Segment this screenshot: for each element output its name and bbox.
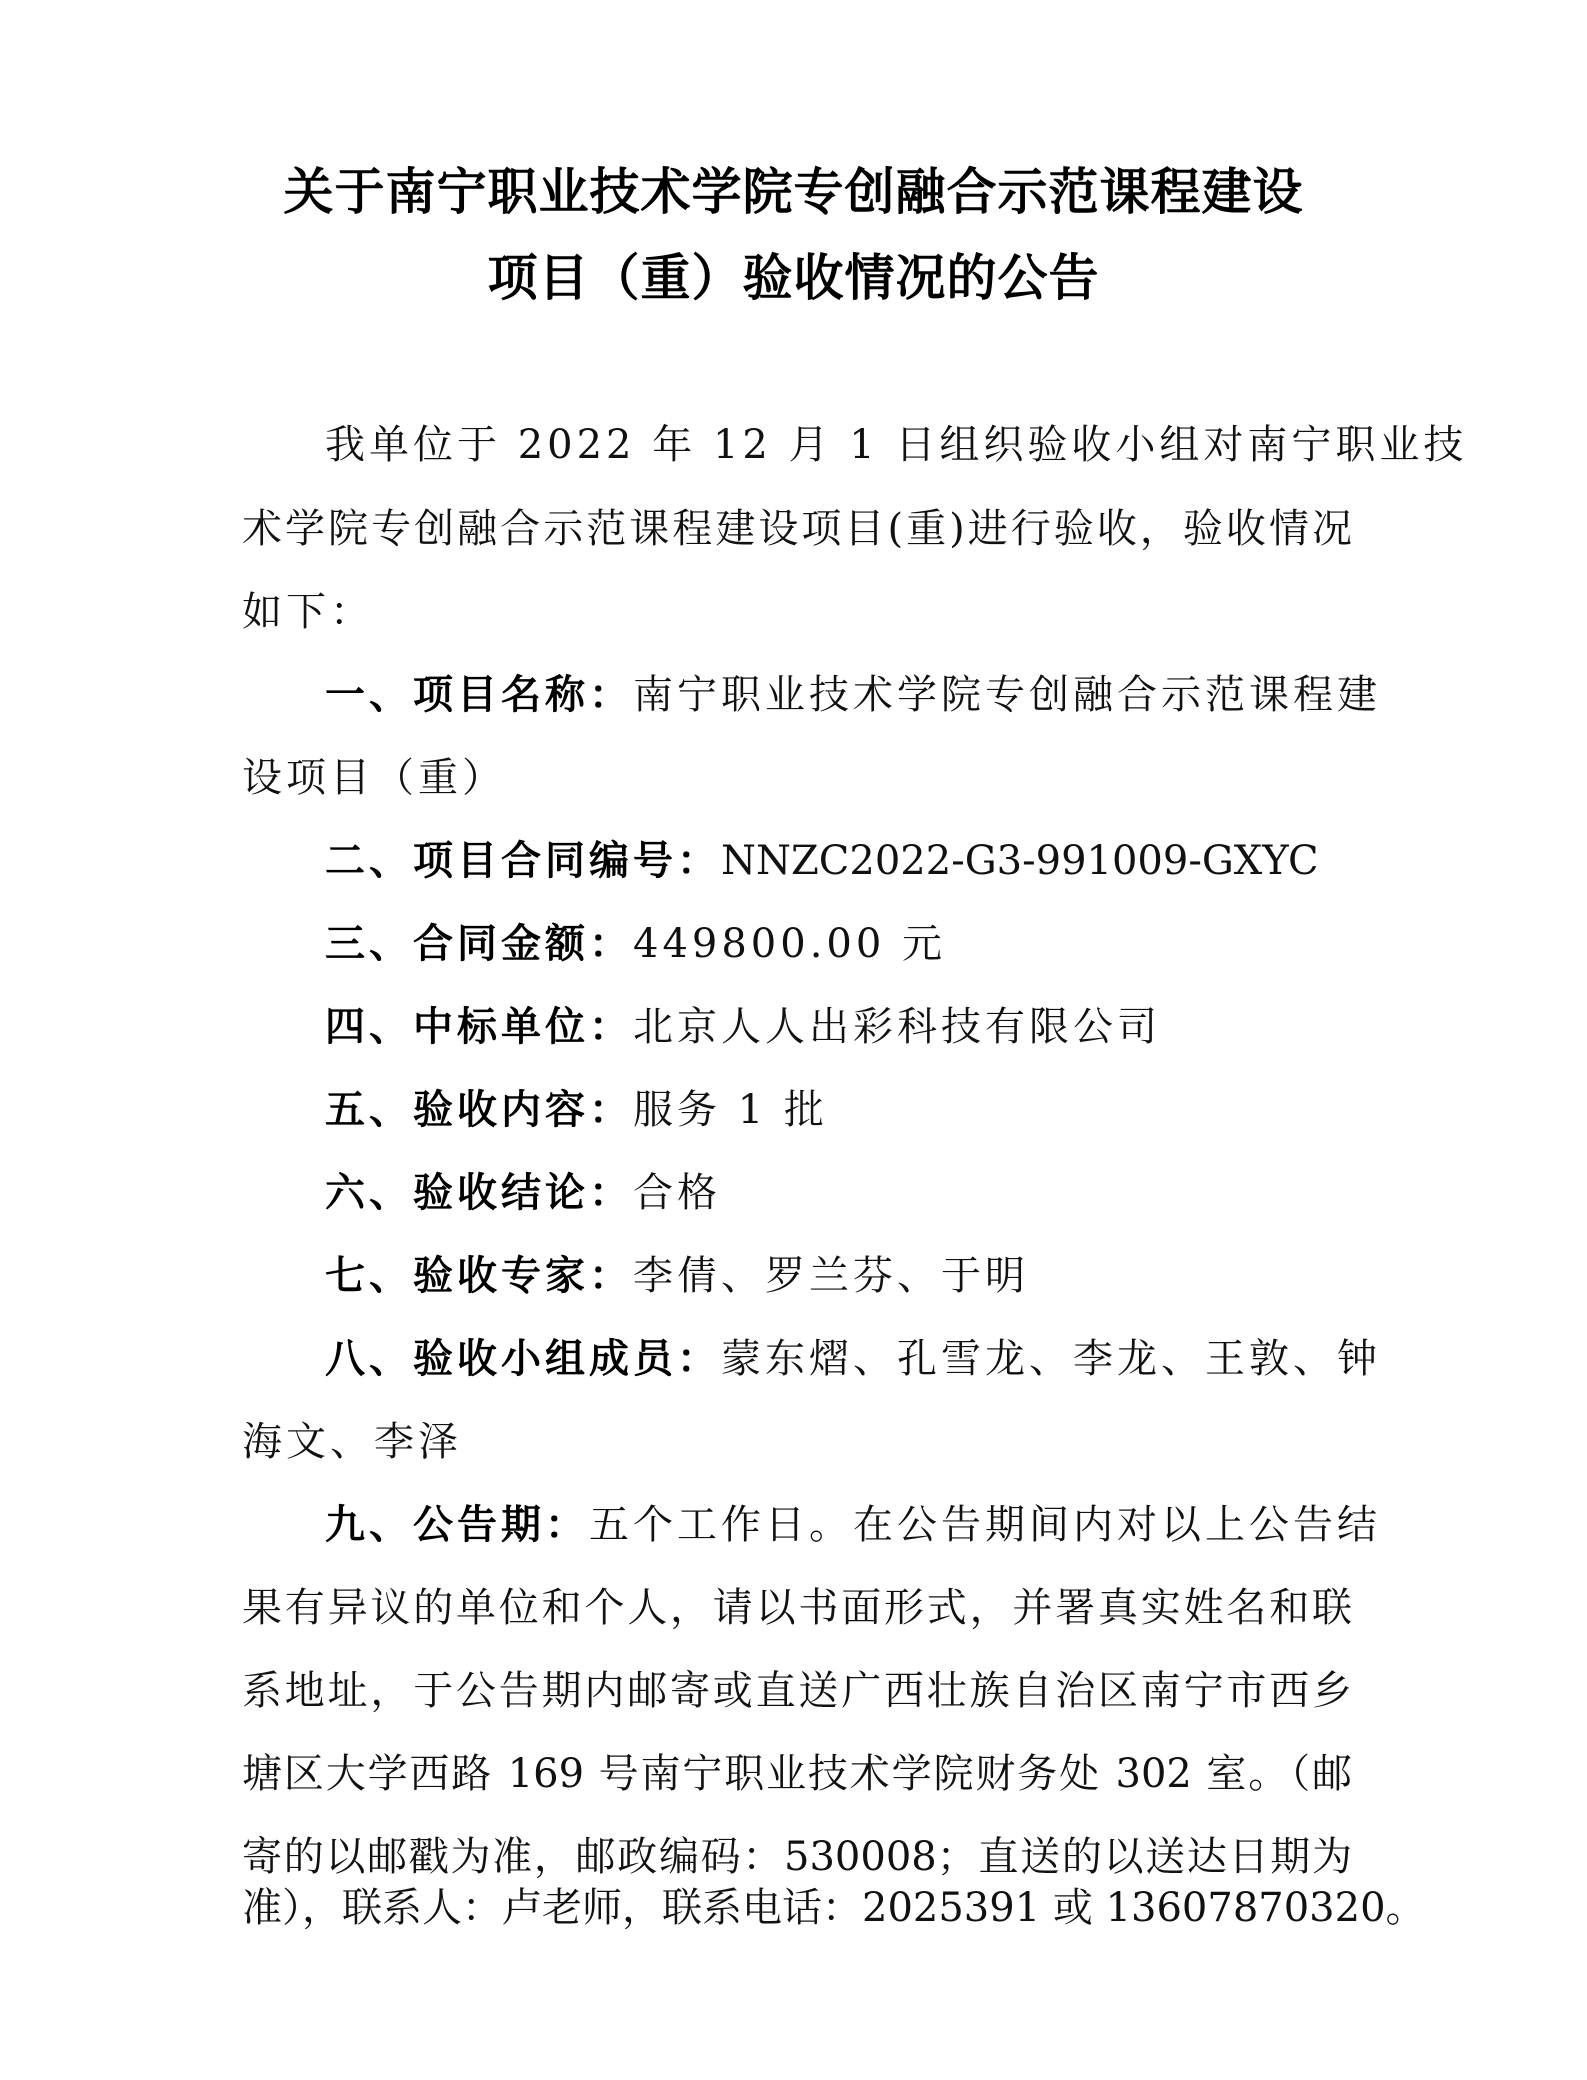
item-period-line-5: 寄的以邮戳为准，邮政编码：530008；直送的以送达日期为 [242,1834,1352,1880]
item-value: 五个工作日。在公告期间内对以上公告结 [589,1502,1381,1548]
item-project-name-cont: 设项目（重） [242,755,506,801]
item-label: 七、验收专家： [325,1253,633,1299]
item-value: 李倩、罗兰芬、于明 [633,1253,1029,1299]
item-label: 四、中标单位： [325,1004,633,1050]
item-value: 南宁职业技术学院专创融合示范课程建 [633,672,1381,718]
item-value: 北京人人出彩科技有限公司 [633,1004,1161,1050]
item-value: NNZC2022-G3-991009-GXYC [721,838,1319,884]
item-label: 九、公告期： [325,1502,589,1548]
item-label: 二、项目合同编号： [325,838,721,884]
item-label: 八、验收小组成员： [325,1336,721,1382]
item-period-line-4: 塘区大学西路 169 号南宁职业技术学院财务处 302 室。（邮 [242,1751,1352,1797]
item-period-line-3: 系地址，于公告期内邮寄或直送广西壮族自治区南宁市西乡 [242,1668,1352,1714]
item-amount [325,912,1355,969]
item-period [325,1493,1381,1550]
item-label: 六、验收结论： [325,1170,633,1216]
document-title-line-2: 项目（重）验收情况的公告 [487,248,1100,307]
item-project-name [325,663,1381,720]
item-members-cont: 海文、李泽 [242,1419,462,1465]
intro-line-3: 如下： [242,589,374,635]
item-label: 三、合同金额： [325,921,633,967]
document-title-line-1: 关于南宁职业技术学院专创融合示范课程建设 [283,162,1304,221]
item-label: 五、验收内容： [325,1087,633,1133]
intro-line-1: 我单位于 2022 年 12 月 1 日组织验收小组对南宁职业技 [325,422,1468,468]
item-label: 一、项目名称： [325,672,633,718]
item-contract-no [325,829,1355,886]
item-winner [325,995,1355,1052]
item-content [325,1078,1355,1135]
item-period-line-2: 果有异议的单位和个人，请以书面形式，并署真实姓名和联 [242,1585,1352,1631]
item-value: 服务 1 批 [633,1087,828,1133]
item-value: 合格 [633,1170,721,1216]
item-value: 蒙东熠、孔雪龙、李龙、王敦、钟 [721,1336,1381,1382]
item-period-line-6: 准），联系人：卢老师，联系电话：2025391 或 13607870320。 [242,1885,1426,1931]
item-experts [325,1244,1355,1301]
item-conclusion [325,1161,1355,1218]
item-members [325,1327,1381,1384]
intro-line-2: 术学院专创融合示范课程建设项目(重)进行验收，验收情况 [242,506,1352,552]
item-value: 449800.00 元 [633,921,947,967]
